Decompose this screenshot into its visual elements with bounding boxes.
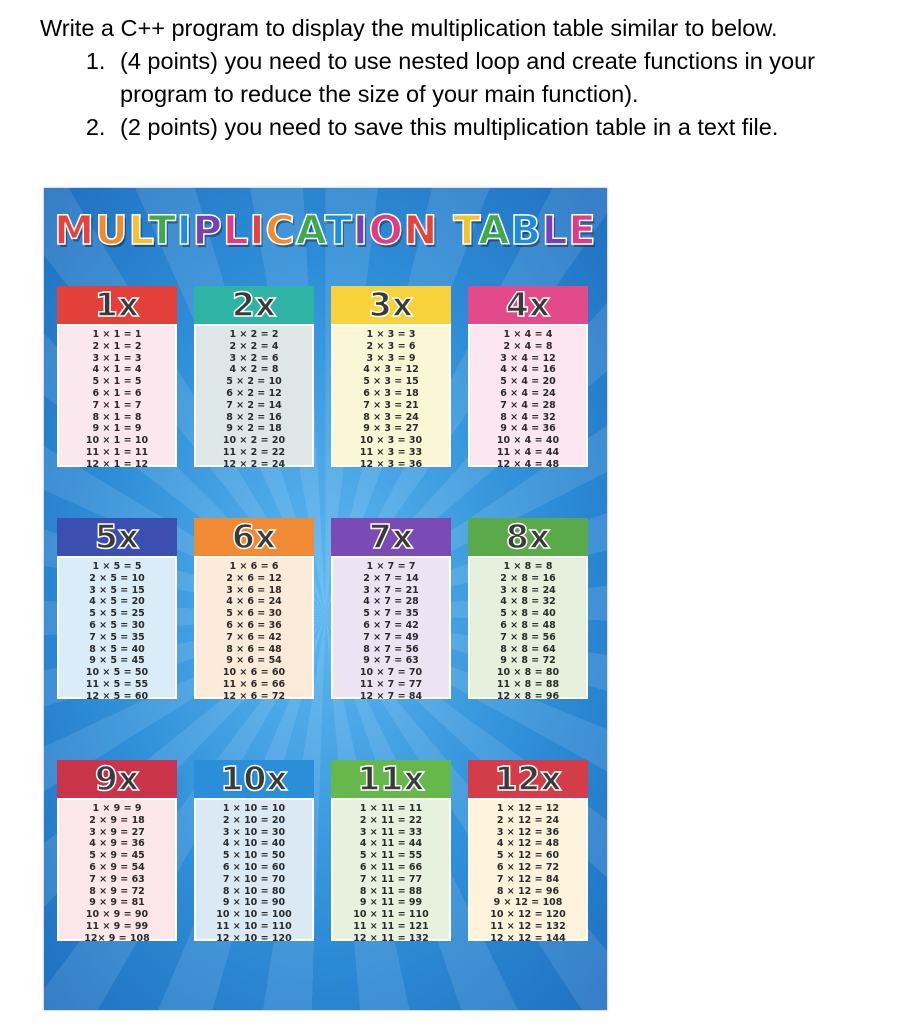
card-header-label: 9x <box>94 759 140 798</box>
table-line: 5 × 5 = 25 <box>89 608 145 620</box>
table-line: 10 × 5 = 50 <box>85 667 149 679</box>
table-line: 9 × 10 = 90 <box>222 897 286 909</box>
table-line: 6 × 10 = 60 <box>222 861 286 873</box>
table-line: 8 × 8 = 64 <box>500 643 556 655</box>
table-line: 12 × 1 = 12 <box>85 458 149 470</box>
table-line: 2 × 8 = 16 <box>500 572 556 584</box>
table-line: 2 × 4 = 8 <box>503 340 553 352</box>
card-header <box>194 286 314 324</box>
poster-title-letter: L <box>128 208 149 254</box>
table-line: 8 × 5 = 40 <box>89 643 145 655</box>
table-line: 2 × 6 = 12 <box>226 572 282 584</box>
table-line: 2 × 5 = 10 <box>89 572 145 584</box>
card-header-label: 7x <box>368 517 414 556</box>
table-card-5x <box>57 517 177 702</box>
poster-title-letter: M <box>54 208 96 254</box>
table-line: 10 × 8 = 80 <box>496 667 560 679</box>
table-line: 12 × 3 = 36 <box>359 458 423 470</box>
table-line: 3 × 9 = 27 <box>89 826 145 838</box>
instructions-title: Write a C++ program to display the multiplication table similar to below. <box>40 15 778 41</box>
card-header <box>57 518 177 556</box>
table-line: 7 × 8 = 56 <box>500 631 556 643</box>
table-line: 10 × 1 = 10 <box>85 435 149 447</box>
card-header-label: 5x <box>94 517 140 556</box>
instructions-list <box>40 45 895 144</box>
card-header <box>331 286 451 324</box>
table-line: 2 × 7 = 14 <box>363 572 419 584</box>
table-line: 7 × 1 = 7 <box>92 399 142 411</box>
table-line: 5 × 2 = 10 <box>226 376 282 388</box>
table-line: 12 × 8 = 96 <box>496 690 560 702</box>
table-line: 2 × 3 = 6 <box>366 340 416 352</box>
table-line: 11 × 7 = 77 <box>359 678 423 690</box>
table-line: 4 × 1 = 4 <box>92 364 142 376</box>
card-header-label: 4x <box>505 285 551 324</box>
table-line: 3 × 6 = 18 <box>226 584 282 596</box>
poster-title-letter: N <box>403 208 439 254</box>
table-line: 10 × 6 = 60 <box>222 667 286 679</box>
table-line: 4 × 6 = 24 <box>226 596 282 608</box>
card-body <box>57 324 177 470</box>
card-body <box>194 798 314 944</box>
table-line: 3 × 1 = 3 <box>92 352 142 364</box>
table-line: 9 × 4 = 36 <box>500 423 556 435</box>
table-line: 6 × 4 = 24 <box>500 387 556 399</box>
table-line: 12× 9 = 108 <box>84 932 150 944</box>
table-line: 5 × 10 = 50 <box>222 850 286 862</box>
table-line: 12 × 11 = 132 <box>353 932 429 944</box>
table-line: 3 × 8 = 24 <box>500 584 556 596</box>
table-line: 8 × 11 = 88 <box>359 885 423 897</box>
instruction-item: 1. (4 points) you need to use nested loop and create functions in your program to reduce the size of your main function). <box>112 45 895 111</box>
table-line: 4 × 8 = 32 <box>500 596 556 608</box>
table-card-2x <box>194 285 314 470</box>
poster-title <box>44 208 607 254</box>
table-line: 8 × 1 = 8 <box>92 411 142 423</box>
table-line: 7 × 3 = 21 <box>363 399 419 411</box>
table-card-9x <box>57 759 177 944</box>
table-line: 2 × 1 = 2 <box>92 340 142 352</box>
table-line: 2 × 10 = 20 <box>222 814 286 826</box>
table-line: 12 × 6 = 72 <box>222 690 286 702</box>
table-line: 12 × 4 = 48 <box>496 458 560 470</box>
table-line: 8 × 9 = 72 <box>89 885 145 897</box>
table-line: 9 × 2 = 18 <box>226 423 282 435</box>
table-line: 12 × 7 = 84 <box>359 690 423 702</box>
table-line: 10 × 2 = 20 <box>222 435 286 447</box>
table-line: 6 × 8 = 48 <box>500 619 556 631</box>
table-line: 3 × 5 = 15 <box>89 584 145 596</box>
table-line: 3 × 11 = 33 <box>359 826 423 838</box>
poster-title-letter: A <box>478 208 511 254</box>
table-line: 11 × 6 = 66 <box>222 678 286 690</box>
table-card-11x <box>331 759 451 944</box>
table-line: 4 × 3 = 12 <box>363 364 419 376</box>
table-line: 6 × 7 = 42 <box>363 619 419 631</box>
card-body <box>331 324 451 470</box>
table-card-1x <box>57 285 177 470</box>
table-line: 1 × 12 = 12 <box>496 803 560 814</box>
table-line: 6 × 1 = 6 <box>92 387 142 399</box>
table-line: 9 × 5 = 45 <box>89 655 145 667</box>
table-line: 2 × 11 = 22 <box>359 814 423 826</box>
table-card-12x <box>468 759 588 944</box>
table-line: 8 × 10 = 80 <box>222 885 286 897</box>
table-line: 5 × 12 = 60 <box>496 850 560 862</box>
table-line: 4 × 10 = 40 <box>222 838 286 850</box>
table-line: 2 × 2 = 4 <box>229 340 279 352</box>
table-line: 6 × 11 = 66 <box>359 861 423 873</box>
table-line: 8 × 3 = 24 <box>363 411 419 423</box>
table-line: 3 × 3 = 9 <box>366 352 416 364</box>
card-header <box>57 286 177 324</box>
table-line: 4 × 4 = 16 <box>500 364 556 376</box>
table-line: 1 × 7 = 7 <box>366 561 416 572</box>
table-line: 9 × 6 = 54 <box>226 655 282 667</box>
table-line: 4 × 2 = 8 <box>229 364 279 376</box>
card-header <box>468 760 588 798</box>
table-line: 10 × 3 = 30 <box>359 435 423 447</box>
table-line: 3 × 12 = 36 <box>496 826 560 838</box>
table-line: 7 × 2 = 14 <box>226 399 282 411</box>
card-body <box>194 556 314 702</box>
table-line: 1 × 6 = 6 <box>229 561 279 572</box>
card-header-label: 3x <box>368 285 414 324</box>
table-line: 9 × 12 = 108 <box>493 897 563 909</box>
table-line: 3 × 4 = 12 <box>500 352 556 364</box>
table-line: 7 × 12 = 84 <box>496 873 560 885</box>
table-line: 11 × 10 = 110 <box>216 920 292 932</box>
card-body <box>468 798 588 944</box>
table-line: 10 × 4 = 40 <box>496 435 560 447</box>
card-body <box>468 324 588 470</box>
table-line: 11 × 4 = 44 <box>496 446 560 458</box>
poster-title-letter: T <box>453 208 479 254</box>
card-header-label: 11x <box>357 759 425 798</box>
card-header-label: 6x <box>231 517 277 556</box>
table-line: 7 × 11 = 77 <box>359 873 423 885</box>
table-line: 12 × 2 = 24 <box>222 458 286 470</box>
table-line: 9 × 3 = 27 <box>363 423 419 435</box>
table-card-10x <box>194 759 314 944</box>
table-line: 3 × 2 = 6 <box>229 352 279 364</box>
table-line: 4 × 12 = 48 <box>496 838 560 850</box>
table-line: 7 × 7 = 49 <box>363 631 419 643</box>
poster-title-letter: B <box>510 208 542 254</box>
poster-title-letter: I <box>249 208 266 254</box>
table-line: 6 × 6 = 36 <box>226 619 282 631</box>
table-line: 11 × 3 = 33 <box>359 446 423 458</box>
table-line: 7 × 9 = 63 <box>89 873 145 885</box>
table-line: 7 × 4 = 28 <box>500 399 556 411</box>
table-line: 10 × 7 = 70 <box>359 667 423 679</box>
table-line: 11 × 8 = 88 <box>496 678 560 690</box>
card-header <box>331 760 451 798</box>
card-header <box>331 518 451 556</box>
table-line: 1 × 1 = 1 <box>92 329 142 340</box>
table-line: 1 × 9 = 9 <box>92 803 142 814</box>
table-card-7x <box>331 517 451 702</box>
card-header <box>194 760 314 798</box>
card-body <box>57 556 177 702</box>
card-header-label: 2x <box>231 285 277 324</box>
table-line: 5 × 3 = 15 <box>363 376 419 388</box>
table-line: 5 × 11 = 55 <box>359 850 423 862</box>
card-body <box>194 324 314 470</box>
table-line: 6 × 3 = 18 <box>363 387 419 399</box>
card-body <box>331 556 451 702</box>
table-line: 8 × 6 = 48 <box>226 643 282 655</box>
card-header-label: 1x <box>94 285 140 324</box>
table-line: 10 × 11 = 110 <box>353 909 429 921</box>
card-header-label: 12x <box>494 759 562 798</box>
card-header <box>468 286 588 324</box>
table-line: 8 × 7 = 56 <box>363 643 419 655</box>
card-header-label: 10x <box>220 759 288 798</box>
table-line: 9 × 7 = 63 <box>363 655 419 667</box>
table-line: 11 × 9 = 99 <box>85 920 149 932</box>
poster-title-letter: C <box>265 208 296 254</box>
table-line: 2 × 12 = 24 <box>496 814 560 826</box>
table-line: 7 × 6 = 42 <box>226 631 282 643</box>
table-line: 11 × 1 = 11 <box>85 446 149 458</box>
poster-title-letter: L <box>222 208 250 254</box>
card-body <box>468 556 588 702</box>
table-line: 6 × 2 = 12 <box>226 387 282 399</box>
table-card-8x <box>468 517 588 702</box>
poster-title-letter: T <box>148 208 177 254</box>
poster-title-letter: E <box>568 208 597 254</box>
table-line: 11 × 5 = 55 <box>85 678 149 690</box>
table-line: 11 × 12 = 132 <box>490 920 566 932</box>
table-line: 1 × 5 = 5 <box>92 561 142 572</box>
instructions <box>40 12 895 144</box>
table-line: 9 × 11 = 99 <box>359 897 423 909</box>
poster-title-letter: P <box>192 208 223 254</box>
table-line: 8 × 12 = 96 <box>496 885 560 897</box>
table-line: 1 × 3 = 3 <box>366 329 416 340</box>
table-line: 10 × 9 = 90 <box>85 909 149 921</box>
poster-title-letter: L <box>541 208 569 254</box>
table-line: 1 × 10 = 10 <box>222 803 286 814</box>
multiplication-table-poster <box>44 188 607 1010</box>
table-line: 6 × 12 = 72 <box>496 861 560 873</box>
table-line: 5 × 1 = 5 <box>92 376 142 388</box>
card-header-label: 8x <box>505 517 551 556</box>
poster-title-letter <box>438 208 453 254</box>
card-header <box>194 518 314 556</box>
table-card-6x <box>194 517 314 702</box>
poster-title-letter: O <box>368 208 404 254</box>
table-line: 3 × 10 = 30 <box>222 826 286 838</box>
table-line: 4 × 9 = 36 <box>89 838 145 850</box>
table-line: 1 × 8 = 8 <box>503 561 553 572</box>
table-line: 7 × 5 = 35 <box>89 631 145 643</box>
table-line: 9 × 8 = 72 <box>500 655 556 667</box>
table-line: 4 × 7 = 28 <box>363 596 419 608</box>
poster-title-letter: A <box>295 208 325 254</box>
table-line: 1 × 4 = 4 <box>503 329 553 340</box>
poster-title-letter: U <box>95 208 129 254</box>
table-line: 4 × 11 = 44 <box>359 838 423 850</box>
table-card-4x <box>468 285 588 470</box>
table-line: 1 × 2 = 2 <box>229 329 279 340</box>
table-line: 8 × 4 = 32 <box>500 411 556 423</box>
table-line: 5 × 8 = 40 <box>500 608 556 620</box>
poster-title-letter: I <box>176 208 193 254</box>
card-header <box>57 760 177 798</box>
table-line: 6 × 5 = 30 <box>89 619 145 631</box>
table-line: 8 × 2 = 16 <box>226 411 282 423</box>
instruction-item: 2. (2 points) you need to save this multiplication table in a text file. <box>112 111 895 144</box>
table-line: 11 × 11 = 121 <box>353 920 429 932</box>
table-line: 5 × 9 = 45 <box>89 850 145 862</box>
table-line: 7 × 10 = 70 <box>222 873 286 885</box>
table-line: 9 × 1 = 9 <box>92 423 142 435</box>
table-line: 1 × 11 = 11 <box>359 803 423 814</box>
table-line: 5 × 4 = 20 <box>500 376 556 388</box>
table-line: 10 × 10 = 100 <box>216 909 292 921</box>
table-line: 2 × 9 = 18 <box>89 814 145 826</box>
poster-title-letter: T <box>324 208 353 254</box>
table-line: 12 × 12 = 144 <box>490 932 566 944</box>
table-line: 12 × 5 = 60 <box>85 690 149 702</box>
poster-title-letter: I <box>352 208 369 254</box>
card-header <box>468 518 588 556</box>
table-line: 9 × 9 = 81 <box>89 897 145 909</box>
table-card-3x <box>331 285 451 470</box>
card-body <box>331 798 451 944</box>
table-line: 4 × 5 = 20 <box>89 596 145 608</box>
table-line: 6 × 9 = 54 <box>89 861 145 873</box>
table-line: 3 × 7 = 21 <box>363 584 419 596</box>
table-line: 5 × 7 = 35 <box>363 608 419 620</box>
table-line: 12 × 10 = 120 <box>216 932 292 944</box>
table-line: 11 × 2 = 22 <box>222 446 286 458</box>
table-line: 10 × 12 = 120 <box>490 909 566 921</box>
card-body <box>57 798 177 944</box>
table-line: 5 × 6 = 30 <box>226 608 282 620</box>
